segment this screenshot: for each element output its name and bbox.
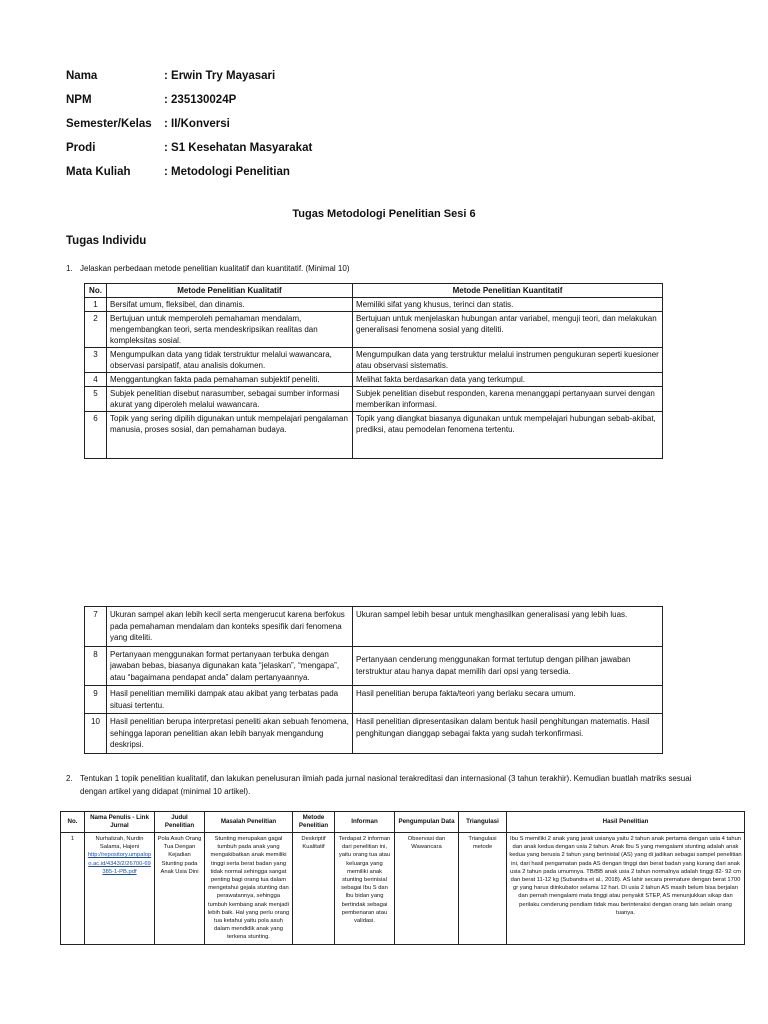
table-row	[85, 373, 663, 387]
row-number: 4	[85, 373, 107, 387]
identity-label: Nama	[66, 70, 98, 82]
row-number: 5	[85, 387, 107, 412]
cell-judul: Pola Asuh Orang Tua Dengan Kejadian Stunting pada Anak Usia Dini	[155, 833, 205, 945]
column-header-kualitatif: Metode Penelitian Kualitatif	[107, 284, 353, 298]
column-header-informan: Informan	[335, 812, 395, 833]
table-row	[85, 714, 663, 754]
table-row	[85, 348, 663, 373]
author-names: Nurhalizah, Nurdin Salama, Hajeni	[95, 836, 144, 851]
table-row	[85, 607, 663, 647]
comparison-table-part-2	[84, 606, 663, 754]
row-number: 2	[85, 312, 107, 348]
identity-value: : S1 Kesehatan Masyarakat	[164, 142, 313, 154]
column-header-no: No.	[61, 812, 85, 833]
journal-matrix-table	[60, 811, 745, 945]
table-row	[85, 298, 663, 312]
question-number: 2.	[66, 774, 73, 783]
column-header-kuantitatif: Metode Penelitian Kuantitatif	[353, 284, 663, 298]
document-title: Tugas Metodologi Penelitian Sesi 6	[292, 208, 476, 220]
cell-kualitatif: Ukuran sampel akan lebih kecil serta mengerucut karena berfokus pada pemahaman mendalam dan konteks spesifik dari fenomena yang diteliti.	[107, 607, 353, 647]
identity-value: : Metodologi Penelitian	[164, 166, 290, 178]
cell-kuantitatif: Bertujuan untuk menjelaskan hubungan antar variabel, menguji teori, dan melakukan generalisasi fenomena sosial yang diteliti.	[353, 312, 663, 348]
cell-kuantitatif: Ukuran sampel lebih besar untuk menghasilkan generalisasi yang lebih luas.	[353, 607, 663, 647]
cell-kualitatif: Hasil penelitian memiliki dampak atau akibat yang terbatas pada situasi tertentu.	[107, 686, 353, 714]
row-number: 1	[61, 833, 85, 945]
column-header-metode: Metode Penelitian	[293, 812, 335, 833]
table-header-row	[85, 284, 663, 298]
cell-metode: Deskriptif Kualitatif	[293, 833, 335, 945]
row-number: 7	[85, 607, 107, 647]
question-1	[66, 262, 706, 275]
cell-kuantitatif: Subjek penelitian disebut responden, karena menanggapi pertanyaan survei dengan memberikan informasi.	[353, 387, 663, 412]
row-number: 6	[85, 412, 107, 459]
cell-kualitatif: Mengumpulkan data yang tidak terstruktur melalui wawancara, observasi parsipatif, atau analisis dokumen.	[107, 348, 353, 373]
row-number: 3	[85, 348, 107, 373]
column-header-pengumpulan: Pengumpulan Data	[395, 812, 459, 833]
identity-row-npm	[66, 88, 312, 112]
identity-row-mata-kuliah	[66, 160, 312, 184]
column-header-masalah: Masalah Penelitian	[205, 812, 293, 833]
cell-kualitatif: Pertanyaan menggunakan format pertanyaan terbuka dengan jawaban bebas, biasanya digunakan kata “jelaskan”, “mengapa”, atau “bagaimana pendapat anda” dalam pertanyaannya.	[107, 646, 353, 686]
table-row	[85, 312, 663, 348]
column-header-triangulasi: Triangulasi	[459, 812, 507, 833]
identity-row-nama	[66, 64, 312, 88]
question-text: Jelaskan perbedaan metode penelitian kualitatif dan kuantitatif. (Minimal 10)	[80, 264, 350, 273]
cell-kualitatif: Menggantungkan fakta pada pemahaman subjektif peneliti.	[107, 373, 353, 387]
identity-label: NPM	[66, 94, 92, 106]
column-header-judul: Judul Penelitian	[155, 812, 205, 833]
identity-label: Semester/Kelas	[66, 118, 152, 130]
row-number: 9	[85, 686, 107, 714]
identity-label: Prodi	[66, 142, 96, 154]
row-number: 10	[85, 714, 107, 754]
cell-hasil: Ibu S memiliki 2 anak yang jarak usianya yaitu 2 tahun anak pertama dengan usia 4 tahun dan anak kedua dengan usia 2 tahun. Anak Ibu S yang mengalami stunting adalah anak kedua yang berusia 2 tahun yang berinisial (AS) yang di jadikan sebagai sampel penelitian ini, dari hasil pengamatan pada AS dengan tinggi dan berat badan yang kurang dari anak usia 2 tahun pada umumnya. TB/BB anak usia 2 tahun normalnya adalah tinggi 82- 92 cm dan berat 11-12 kg (Subandra et al., 2018). AS lahir secara premature dengan berat 1700 gr yang harus diinkubator selama 12 hari. Di usia 2 tahun AS masih belum bisa berjalan dan pernah mengalami mata tinggi atau penyakit STEP, AS menunjukkan sikap dan perilaku cenderung pendiam tidak mau berinteraksi dengan orang lain selain orang tuanya.	[507, 833, 745, 945]
identity-label: Mata Kuliah	[66, 166, 131, 178]
column-header-hasil: Hasil Penelitian	[507, 812, 745, 833]
table-row	[85, 646, 663, 686]
cell-penulis	[85, 833, 155, 945]
table-row	[61, 833, 745, 945]
cell-masalah: Stunting merupakan gagal tumbuh pada anak yang mengakibatkan anak memiliki tinggi serta berat badan yang tidak normal sehingga sangat penting bagi orang tua dalam mengetahui gejala stunting dan perawatannya, sehingga tumbuh kembang anak menjadi lebih baik. Hal yang perlu orang tua ketahui yaitu pola asuh dalam mendidik anak yang terkena stunting.	[205, 833, 293, 945]
column-header-no: No.	[85, 284, 107, 298]
question-number: 1.	[66, 264, 73, 273]
cell-kuantitatif: Hasil penelitian dipresentasikan dalam bentuk hasil penghitungan matematis. Hasil penghitungan dianggap sebagai fakta yang sudah terkonfirmasi.	[353, 714, 663, 754]
identity-value: : Erwin Try Mayasari	[164, 70, 276, 82]
identity-row-prodi	[66, 136, 312, 160]
comparison-table-part-1	[84, 283, 663, 459]
row-number: 8	[85, 646, 107, 686]
cell-kualitatif: Subjek penelitian disebut narasumber, sebagai sumber informasi akurat yang diperoleh melalui wawancara.	[107, 387, 353, 412]
table-row	[85, 686, 663, 714]
cell-kuantitatif: Topik yang diangkat biasanya digunakan untuk mempelajari hubungan sebab-akibat, prediksi, atau pemodelan fenomena tertentu.	[353, 412, 663, 459]
table-row	[85, 387, 663, 412]
column-header-penulis: Nama Penulis - Link Jurnal	[85, 812, 155, 833]
cell-kualitatif: Bersifat umum, fleksibel, dan dinamis.	[107, 298, 353, 312]
journal-link[interactable]: http://repository.umpalopo.ac.id/4343/2/26700-69385-1-PB.pdf	[87, 852, 152, 875]
identity-row-semester	[66, 112, 312, 136]
identity-value: : II/Konversi	[164, 118, 230, 130]
cell-kuantitatif: Mengumpulkan data yang terstruktur melalui instrumen pengukuran seperti kuesioner atau observasi sistematis.	[353, 348, 663, 373]
cell-kualitatif: Bertujuan untuk memperoleh pemahaman mendalam, mengembangkan teori, serta mendeskripsikan realitas dan kompleksitas sosial.	[107, 312, 353, 348]
cell-kuantitatif: Pertanyaan cenderung menggunakan format tertutup dengan pilihan jawaban terstruktur atau hanya dapat memilih dari opsi yang tersedia.	[353, 646, 663, 686]
row-number: 1	[85, 298, 107, 312]
cell-kuantitatif: Melihat fakta berdasarkan data yang terkumpul.	[353, 373, 663, 387]
cell-kuantitatif: Memiliki sifat yang khusus, terinci dan statis.	[353, 298, 663, 312]
cell-triangulasi: Triangulasi metode	[459, 833, 507, 945]
cell-informan: Terdapat 2 informan dari penelitian ini, yaitu orang tua atau keluarga yang memiliki anak stunting berinisial sebagai Ibu S dan Ibu bidan yang bertindak sebagai pembenaran atau validasi.	[335, 833, 395, 945]
identity-value: : 235130024P	[164, 94, 237, 106]
cell-kualitatif: Topik yang sering dipilih digunakan untuk mempelajari pengalaman manusia, proses sosial, dan pemahaman budaya.	[107, 412, 353, 459]
table-header-row	[61, 812, 745, 833]
cell-kuantitatif: Hasil penelitian berupa fakta/teori yang berlaku secara umum.	[353, 686, 663, 714]
cell-kualitatif: Hasil penelitian berupa interpretasi peneliti akan sebuah fenomena, sehingga laporan penelitian akan lebih banyak mengandung deskripsi.	[107, 714, 353, 754]
question-2	[66, 772, 706, 798]
question-text: Tentukan 1 topik penelitian kualitatif, dan lakukan penelusuran ilmiah pada jurnal nasional terakreditasi dan internasional (3 tahun terakhir). Kemudian buatlah matriks sesuai dengan artikel yang didapat (minimal 10 artikel).	[80, 774, 692, 796]
section-heading: Tugas Individu	[66, 235, 147, 247]
table-row	[85, 412, 663, 459]
cell-pengumpulan: Observasi dan Wawancara	[395, 833, 459, 945]
identity-block	[66, 64, 312, 184]
